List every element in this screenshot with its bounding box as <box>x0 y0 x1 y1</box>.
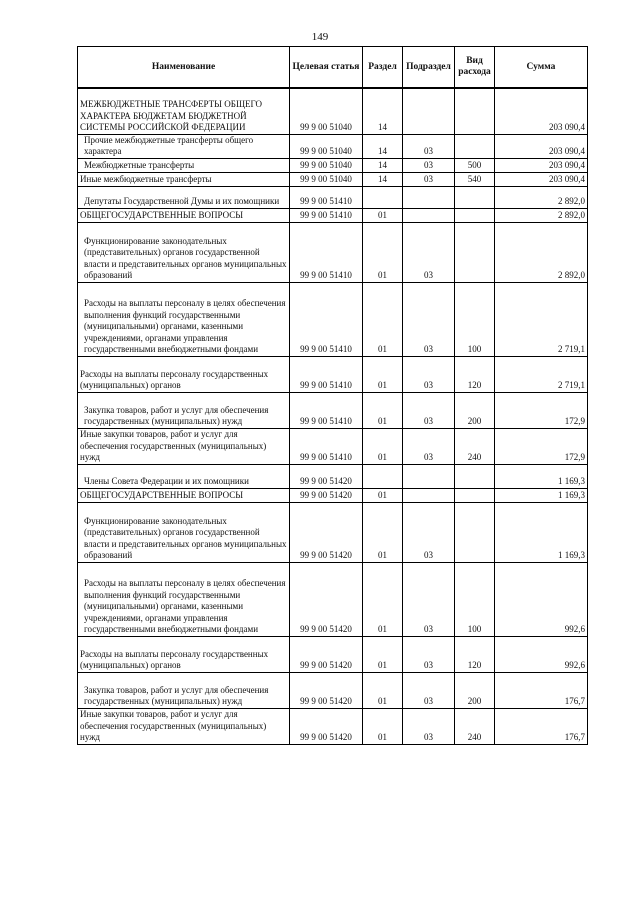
row-name: МЕЖБЮДЖЕТНЫЕ ТРАНСФЕРТЫ ОБЩЕГО ХАРАКТЕРА БЮДЖЕТАМ БЮДЖЕТНОЙ СИСТЕМЫ РОССИЙСКОЙ ФЕДЕРАЦИИ <box>78 88 290 134</box>
row-subsection <box>403 488 455 502</box>
row-name: Расходы на выплаты персоналу в целях обеспечения выполнения функций государственными (муниципальными) органами, казенными учреждениями, органами управления государственными внебюджетными фондами <box>78 282 290 356</box>
row-target-article: 99 9 00 51420 <box>290 488 363 502</box>
row-subsection: 03 <box>403 502 455 562</box>
row-section: 01 <box>363 562 403 636</box>
row-subsection: 03 <box>403 672 455 708</box>
row-target-article: 99 9 00 51410 <box>290 222 363 282</box>
row-amount: 203 090,4 <box>495 158 588 172</box>
row-name: Расходы на выплаты персоналу государственных (муниципальных) органов <box>78 636 290 672</box>
table-row <box>78 222 588 282</box>
table-row <box>78 158 588 172</box>
table-row <box>78 88 588 134</box>
table-row <box>78 186 588 208</box>
row-expense-type: 240 <box>455 708 495 744</box>
row-amount: 1 169,3 <box>495 488 588 502</box>
row-expense-type: 100 <box>455 282 495 356</box>
row-amount: 176,7 <box>495 672 588 708</box>
row-section: 01 <box>363 488 403 502</box>
header-amount: Сумма <box>495 47 588 89</box>
budget-table <box>77 46 588 745</box>
row-expense-type: 120 <box>455 356 495 392</box>
row-expense-type: 500 <box>455 158 495 172</box>
row-expense-type <box>455 488 495 502</box>
table-row <box>78 208 588 222</box>
row-expense-type: 200 <box>455 392 495 428</box>
row-expense-type: 540 <box>455 172 495 186</box>
table-row <box>78 282 588 356</box>
row-expense-type: 120 <box>455 636 495 672</box>
row-section: 01 <box>363 428 403 464</box>
row-target-article: 99 9 00 51410 <box>290 428 363 464</box>
row-subsection: 03 <box>403 392 455 428</box>
row-name: Иные закупки товаров, работ и услуг для обеспечения государственных (муниципальных) нужд <box>78 708 290 744</box>
row-target-article: 99 9 00 51420 <box>290 672 363 708</box>
row-subsection: 03 <box>403 428 455 464</box>
row-name: ОБЩЕГОСУДАРСТВЕННЫЕ ВОПРОСЫ <box>78 208 290 222</box>
row-name: ОБЩЕГОСУДАРСТВЕННЫЕ ВОПРОСЫ <box>78 488 290 502</box>
row-amount: 2 892,0 <box>495 222 588 282</box>
header-section: Раздел <box>363 47 403 89</box>
row-expense-type: 240 <box>455 428 495 464</box>
row-section: 01 <box>363 222 403 282</box>
row-expense-type <box>455 502 495 562</box>
row-subsection: 03 <box>403 282 455 356</box>
row-target-article: 99 9 00 51410 <box>290 186 363 208</box>
row-expense-type <box>455 464 495 488</box>
row-name: Расходы на выплаты персоналу государственных (муниципальных) органов <box>78 356 290 392</box>
table-row <box>78 488 588 502</box>
row-section: 14 <box>363 134 403 158</box>
row-target-article: 99 9 00 51040 <box>290 158 363 172</box>
row-subsection <box>403 88 455 134</box>
row-section <box>363 464 403 488</box>
row-name: Функционирование законодательных (представительных) органов государственной власти и представительных органов муниципальных образований <box>78 502 290 562</box>
row-target-article: 99 9 00 51040 <box>290 134 363 158</box>
row-section: 14 <box>363 158 403 172</box>
row-subsection <box>403 186 455 208</box>
row-section: 14 <box>363 172 403 186</box>
row-target-article: 99 9 00 51420 <box>290 562 363 636</box>
table-row <box>78 708 588 744</box>
row-target-article: 99 9 00 51420 <box>290 502 363 562</box>
row-amount: 2 892,0 <box>495 186 588 208</box>
row-subsection: 03 <box>403 562 455 636</box>
row-section: 01 <box>363 356 403 392</box>
row-target-article: 99 9 00 51410 <box>290 356 363 392</box>
row-target-article: 99 9 00 51410 <box>290 208 363 222</box>
row-target-article: 99 9 00 51410 <box>290 392 363 428</box>
table-body <box>78 88 588 744</box>
row-target-article: 99 9 00 51040 <box>290 88 363 134</box>
page-number: 149 <box>311 31 329 43</box>
row-expense-type <box>455 222 495 282</box>
table-row <box>78 134 588 158</box>
row-subsection <box>403 208 455 222</box>
row-expense-type <box>455 88 495 134</box>
row-section: 01 <box>363 672 403 708</box>
row-expense-type <box>455 186 495 208</box>
row-amount: 176,7 <box>495 708 588 744</box>
row-name: Расходы на выплаты персоналу в целях обеспечения выполнения функций государственными (муниципальными) органами, казенными учреждениями, органами управления государственными внебюджетными фондами <box>78 562 290 636</box>
row-target-article: 99 9 00 51410 <box>290 282 363 356</box>
row-name: Члены Совета Федерации и их помощники <box>78 464 290 488</box>
row-subsection <box>403 464 455 488</box>
row-target-article: 99 9 00 51040 <box>290 172 363 186</box>
row-amount: 1 169,3 <box>495 464 588 488</box>
row-amount: 2 892,0 <box>495 208 588 222</box>
table-row <box>78 502 588 562</box>
row-name: Закупка товаров, работ и услуг для обеспечения государственных (муниципальных) нужд <box>78 392 290 428</box>
row-target-article: 99 9 00 51420 <box>290 636 363 672</box>
row-expense-type: 200 <box>455 672 495 708</box>
row-amount: 203 090,4 <box>495 134 588 158</box>
row-amount: 172,9 <box>495 428 588 464</box>
row-amount: 172,9 <box>495 392 588 428</box>
table-row <box>78 172 588 186</box>
row-amount: 203 090,4 <box>495 172 588 186</box>
row-subsection: 03 <box>403 356 455 392</box>
table-row <box>78 428 588 464</box>
row-name: Иные закупки товаров, работ и услуг для обеспечения государственных (муниципальных) нужд <box>78 428 290 464</box>
header-subsection: Подраздел <box>403 47 455 89</box>
row-subsection: 03 <box>403 708 455 744</box>
row-section: 01 <box>363 392 403 428</box>
row-section: 01 <box>363 708 403 744</box>
header-name: Наименование <box>78 47 290 89</box>
row-section: 01 <box>363 282 403 356</box>
table-row <box>78 672 588 708</box>
row-expense-type: 100 <box>455 562 495 636</box>
row-name: Прочие межбюджетные трансферты общего характера <box>78 134 290 158</box>
row-subsection: 03 <box>403 134 455 158</box>
header-target-article: Целевая статья <box>290 47 363 89</box>
row-section: 01 <box>363 208 403 222</box>
row-subsection: 03 <box>403 172 455 186</box>
table-row <box>78 636 588 672</box>
row-expense-type <box>455 208 495 222</box>
row-target-article: 99 9 00 51420 <box>290 708 363 744</box>
row-name: Межбюджетные трансферты <box>78 158 290 172</box>
row-section: 01 <box>363 636 403 672</box>
row-subsection: 03 <box>403 222 455 282</box>
table-row <box>78 392 588 428</box>
row-target-article: 99 9 00 51420 <box>290 464 363 488</box>
row-subsection: 03 <box>403 158 455 172</box>
row-name: Функционирование законодательных (представительных) органов государственной власти и представительных органов муниципальных образований <box>78 222 290 282</box>
row-section: 14 <box>363 88 403 134</box>
row-name: Иные межбюджетные трансферты <box>78 172 290 186</box>
table-header-row <box>78 47 588 89</box>
table-row <box>78 562 588 636</box>
row-subsection: 03 <box>403 636 455 672</box>
row-name: Депутаты Государственной Думы и их помощники <box>78 186 290 208</box>
row-amount: 203 090,4 <box>495 88 588 134</box>
row-expense-type <box>455 134 495 158</box>
row-amount: 992,6 <box>495 636 588 672</box>
row-amount: 1 169,3 <box>495 502 588 562</box>
header-expense-type: Вид расхода <box>455 47 495 89</box>
row-section <box>363 186 403 208</box>
table-row <box>78 356 588 392</box>
row-name: Закупка товаров, работ и услуг для обеспечения государственных (муниципальных) нужд <box>78 672 290 708</box>
row-amount: 2 719,1 <box>495 282 588 356</box>
row-section: 01 <box>363 502 403 562</box>
row-amount: 2 719,1 <box>495 356 588 392</box>
table-row <box>78 464 588 488</box>
row-amount: 992,6 <box>495 562 588 636</box>
